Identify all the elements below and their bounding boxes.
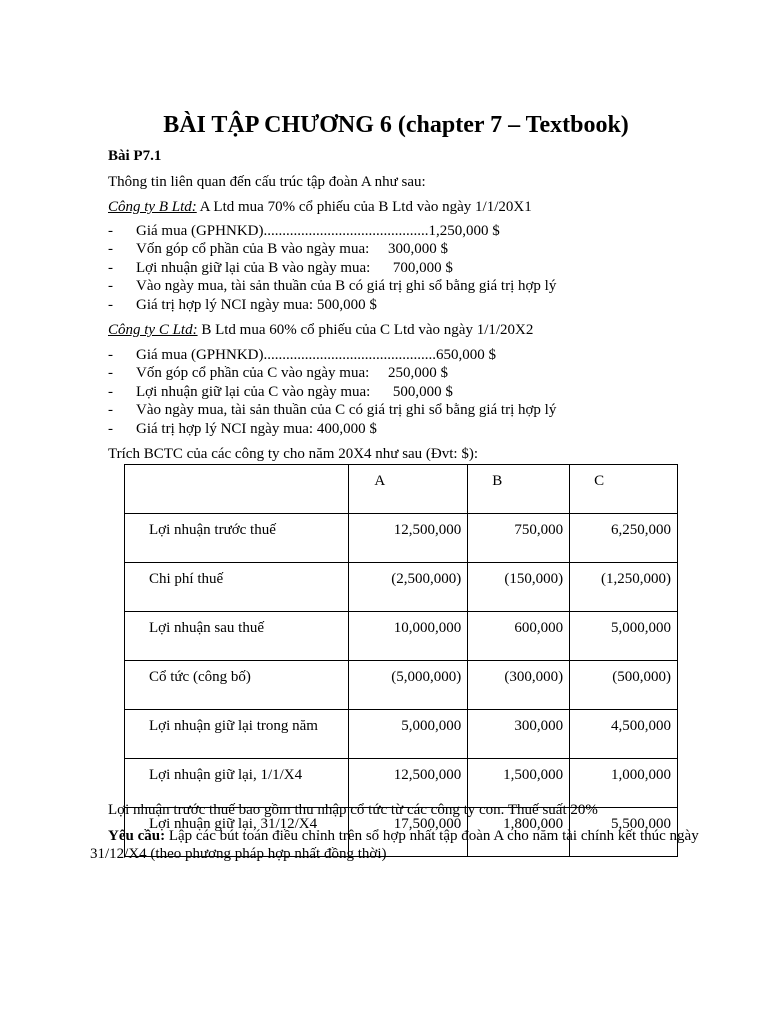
table-cell: (1,250,000) xyxy=(570,563,678,612)
requirement-line-1 xyxy=(108,827,699,845)
intro-text: Thông tin liên quan đến cấu trúc tập đoàn A như sau: xyxy=(108,174,426,190)
table-cell: 5,000,000 xyxy=(570,612,678,661)
table-header-cell: A xyxy=(349,465,468,514)
table-cell: 5,000,000 xyxy=(349,710,468,759)
company-c-text: B Ltd mua 60% cổ phiếu của C Ltd vào ngày 1/1/20X2 xyxy=(197,322,534,338)
table-cell: 750,000 xyxy=(468,514,570,563)
table-cell: 5,500,000 xyxy=(570,808,678,857)
table-cell: (300,000) xyxy=(468,661,570,710)
table-row xyxy=(125,710,678,759)
row-label: Cổ tức (công bố) xyxy=(125,661,349,710)
company-b-heading xyxy=(108,198,532,216)
table-cell: 1,800,000 xyxy=(468,808,570,857)
table-header-cell: C xyxy=(570,465,678,514)
company-c-label: Công ty C Ltd: xyxy=(108,322,198,338)
requirement-line-2: 31/12/X4 (theo phương pháp hợp nhất đồng thời) xyxy=(90,846,387,862)
table-cell: 12,500,000 xyxy=(349,514,468,563)
company-b-text: A Ltd mua 70% cổ phiếu của B Ltd vào ngày 1/1/20X1 xyxy=(196,199,532,215)
requirement-text: Lập các bút toán điều chỉnh trên sổ hợp nhất tập đoàn A cho năm tài chính kết thúc ngày xyxy=(165,828,699,844)
table-row xyxy=(125,661,678,710)
exercise-heading: Bài P7.1 xyxy=(108,148,162,164)
table-cell: 6,250,000 xyxy=(570,514,678,563)
row-label: Lợi nhuận sau thuế xyxy=(125,612,349,661)
row-label: Lợi nhuận giữ lại trong năm xyxy=(125,710,349,759)
financial-table xyxy=(124,464,678,857)
table-cell: (2,500,000) xyxy=(349,563,468,612)
table-row xyxy=(125,514,678,563)
document-page: BÀI TẬP CHƯƠNG 6 (chapter 7 – Textbook) Bài P7.1 Thông tin liên quan đến cấu trúc tập đoàn A như sau: Công ty B Ltd: A Ltd mua 70% cổ phiếu của B Ltd vào ngày 1/1/20X1 - Giá mua (GPHNKD)............................................1,250,000 $ - Vốn góp cổ phần của B vào ngày mua: 300,000 $ - Lợi nhuận giữ lại của B vào ngày mua: 700,000 $ - Vào ngày mua, tài sản thuần của B có giá trị ghi sổ bằng giá trị hợp lý - Giá trị hợp lý NCI ngày mua: 500,000 $ Công ty C Ltd: B Ltd mua 60% cổ phiếu của C Ltd vào ngày 1/1/20X2 - Giá mua (GPHNKD)..............................................650,000 $ - Vốn góp cổ phần của C vào ngày mua: 250,000 $ - Lợi nhuận giữ lại của C vào ngày mua: 500,000 $ - Vào ngày mua, tài sản thuần của C có giá trị ghi sổ bằng giá trị hợp lý - Giá trị hợp lý NCI ngày mua: 400,000 $ Trích BCTC của các công ty cho năm 20X4 như sau (Đvt: $): A B C Lợi nhuận trước thuế 12,500,000 750,000 6,250,000 Chi phí thuế (2,500,000) (150,000) (1,250,000) Lợi nhuận sau thuế 10,000,000 600,000 5,000,000 Cổ tức (công bố) (5,000,000) (300,000) (500,000) Lợi nhuận giữ lại trong năm 5,000,000 300,000 4,500,000 Lợi nhuận giữ lại, 1/1/X4 12,500,000 1,500,000 1,000,000 Lợi nhuận giữ lại, 31/12/X4 17,500,000 1,800,000 5,500,000 Lợi nhuận trước thuế bao gồm thu nhập cổ tức từ các công ty con. Thuế suất 20% Yêu cầu: Lập các bút toán điều chỉnh trên sổ hợp nhất tập đoàn A cho năm tài chính kết thúc ngày 31/12/X4 (theo phương pháp hợp nhất đồng thời) xyxy=(0,0,768,1024)
requirement-label: Yêu cầu: xyxy=(108,828,166,844)
table-intro: Trích BCTC của các công ty cho năm 20X4 như sau (Đvt: $): xyxy=(108,446,479,462)
table-cell: 1,000,000 xyxy=(570,759,678,808)
table-row xyxy=(125,563,678,612)
table-header-cell xyxy=(125,465,349,514)
tax-note: Lợi nhuận trước thuế bao gồm thu nhập cổ tức từ các công ty con. Thuế suất 20% xyxy=(108,802,598,818)
table-cell: (150,000) xyxy=(468,563,570,612)
company-c-heading xyxy=(108,321,533,339)
page-title: BÀI TẬP CHƯƠNG 6 (chapter 7 – Textbook) xyxy=(163,112,629,138)
table-cell: 17,500,000 xyxy=(349,808,468,857)
table-cell: 1,500,000 xyxy=(468,759,570,808)
row-label: Lợi nhuận giữ lại, 31/12/X4 xyxy=(125,808,349,857)
row-label: Lợi nhuận giữ lại, 1/1/X4 xyxy=(125,759,349,808)
table-cell: 4,500,000 xyxy=(570,710,678,759)
table-cell: (500,000) xyxy=(570,661,678,710)
row-label: Lợi nhuận trước thuế xyxy=(125,514,349,563)
table-cell: 600,000 xyxy=(468,612,570,661)
table-header-cell: B xyxy=(468,465,570,514)
table-cell: 12,500,000 xyxy=(349,759,468,808)
company-b-label: Công ty B Ltd: xyxy=(108,199,197,215)
row-label: Chi phí thuế xyxy=(125,563,349,612)
table-cell: 300,000 xyxy=(468,710,570,759)
table-cell: (5,000,000) xyxy=(349,661,468,710)
table-cell: 10,000,000 xyxy=(349,612,468,661)
table-row xyxy=(125,612,678,661)
table-header-row xyxy=(125,465,678,514)
